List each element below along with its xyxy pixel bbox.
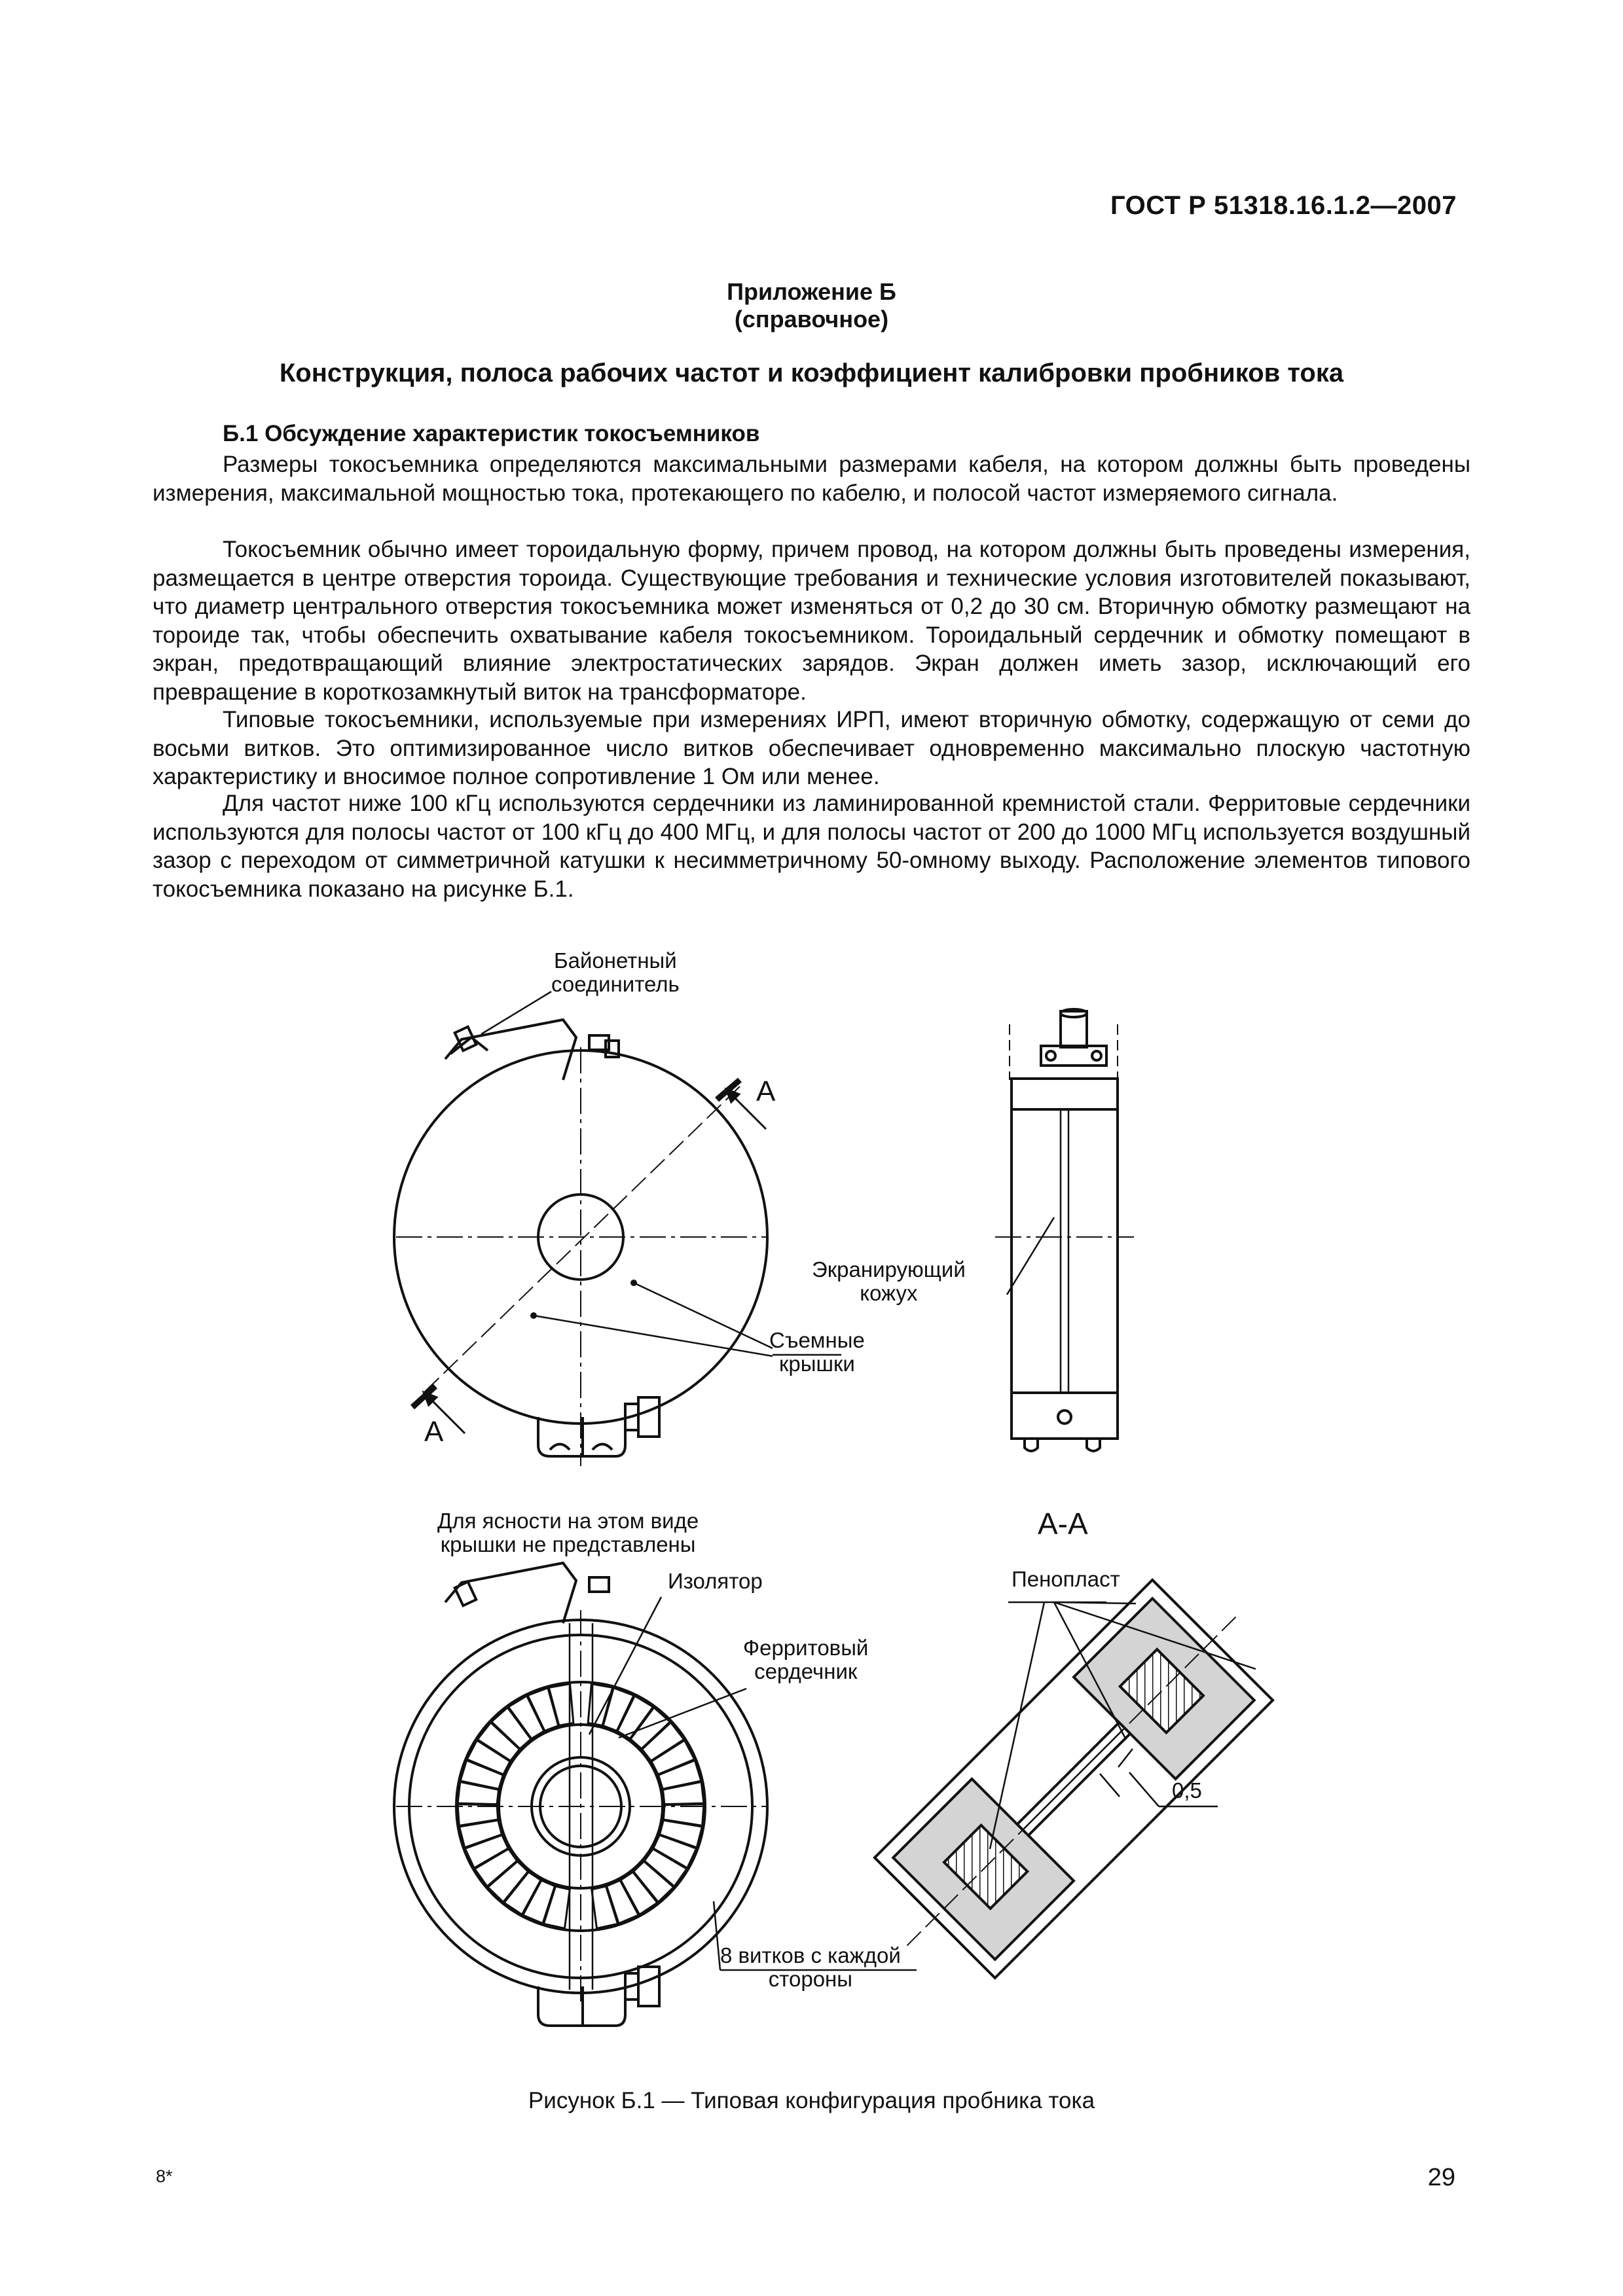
label-covers-line1: Съемные: [769, 1328, 865, 1352]
label-insulator: Изолятор: [668, 1569, 763, 1593]
paragraph-2-text: Токосъемник обычно имеет тороидальную форму, причем провод, на котором должны быть проведены измерения, размещается в центре отверстия тороида. Существующие требования и технические условия изготовителей показывают, что диаметр центрального отверстия токосъемника может изменяться от 0,2 до 30 см. Вторичную обмотку размещают на тороиде так, чтобы обеспечить охватывание кабеля токосъемником. Тороидальный сердечник и обмотку помещают в экран, предотвращающий влияние электростатических зарядов. Экран должен иметь зазор, исключающий его превращение в короткозамкнутый виток на трансформаторе.: [153, 537, 1470, 705]
label-covers: [769, 1329, 865, 1376]
label-covers-line2: крышки: [778, 1352, 855, 1376]
label-note-line1: Для ясности на этом виде: [437, 1509, 699, 1533]
winding-turn: [653, 1835, 697, 1868]
label-bayonet: [551, 949, 680, 996]
appendix-subtitle: (справочное): [734, 306, 889, 332]
label-ferrite-line1: Ферритовый: [743, 1636, 869, 1660]
label-note-line2: крышки не представлены: [440, 1532, 696, 1556]
footer-mark: 8*: [156, 2166, 173, 2186]
winding-turn: [663, 1782, 704, 1804]
top-left-view: [394, 992, 841, 1466]
label-ferrite-line2: сердечник: [754, 1659, 858, 1683]
winding-turn: [458, 1782, 499, 1804]
label-section-mark-bottom: А: [424, 1416, 444, 1448]
label-ferrite: [743, 1636, 868, 1683]
top-right-side-view: [995, 1009, 1134, 1451]
appendix-title: Приложение Б: [727, 278, 896, 305]
paragraph-4-text: Для частот ниже 100 кГц используются сердечники из ламинированной кремнистой стали. Ферритовые сердечники используются для полосы частот от 100 кГц до 400 МГц, и для полосы частот от 200 до 1000 МГц используется воздушный зазор с переходом от симметричной катушки к несимметричному 50-омному выходу. Расположение элементов типового токосъемника показано на рисунке Б.1.: [153, 791, 1470, 902]
winding-turn: [465, 1835, 508, 1868]
label-turns-line1: 8 витков с каждой: [720, 1943, 901, 1967]
label-shield-line2: кожух: [860, 1281, 918, 1305]
winding-turn: [663, 1804, 704, 1826]
page-number: 29: [1427, 2164, 1455, 2191]
label-turns: [720, 1944, 901, 1991]
label-shield-line1: Экранирующий: [812, 1257, 966, 1282]
label-bayonet-line2: соединитель: [551, 972, 680, 996]
label-gap: 0,5: [1172, 1778, 1202, 1803]
label-turns-line2: стороны: [768, 1967, 852, 1991]
label-section-mark-top: А: [756, 1075, 776, 1107]
standard-number: ГОСТ Р 51318.16.1.2—2007: [1110, 191, 1457, 220]
figure-caption: Рисунок Б.1 — Типовая конфигурация пробника тока: [528, 2088, 1095, 2113]
page-title: Конструкция, полоса рабочих частот и коэффициент калибровки пробников тока: [279, 359, 1344, 387]
section-heading: Б.1 Обсуждение характеристик токосъемников: [223, 421, 760, 446]
label-shield: [812, 1258, 966, 1305]
label-note: [437, 1509, 699, 1556]
label-bayonet-line1: Байонетный: [553, 948, 677, 973]
winding-turn: [458, 1804, 498, 1826]
label-section-title: А-А: [1038, 1507, 1088, 1541]
section-a-a-view: [847, 1552, 1301, 2006]
label-foam: Пенопласт: [1012, 1567, 1120, 1591]
paragraph-3-text: Типовые токосъемники, используемые при измерениях ИРП, имеют вторичную обмотку, содержащую от семи до восьми витков. Это оптимизированное число витков обеспечивает одновременно максимально плоскую частотную характеристику и вносимое полное сопротивление 1 Ом или менее.: [153, 707, 1470, 789]
paragraph-1-text: Размеры токосъемника определяются максимальными размерами кабеля, на котором должны быть проведены измерения, максимальной мощностью тока, протекающего по кабелю, и полосой частот измеряемого сигнала.: [153, 452, 1470, 506]
